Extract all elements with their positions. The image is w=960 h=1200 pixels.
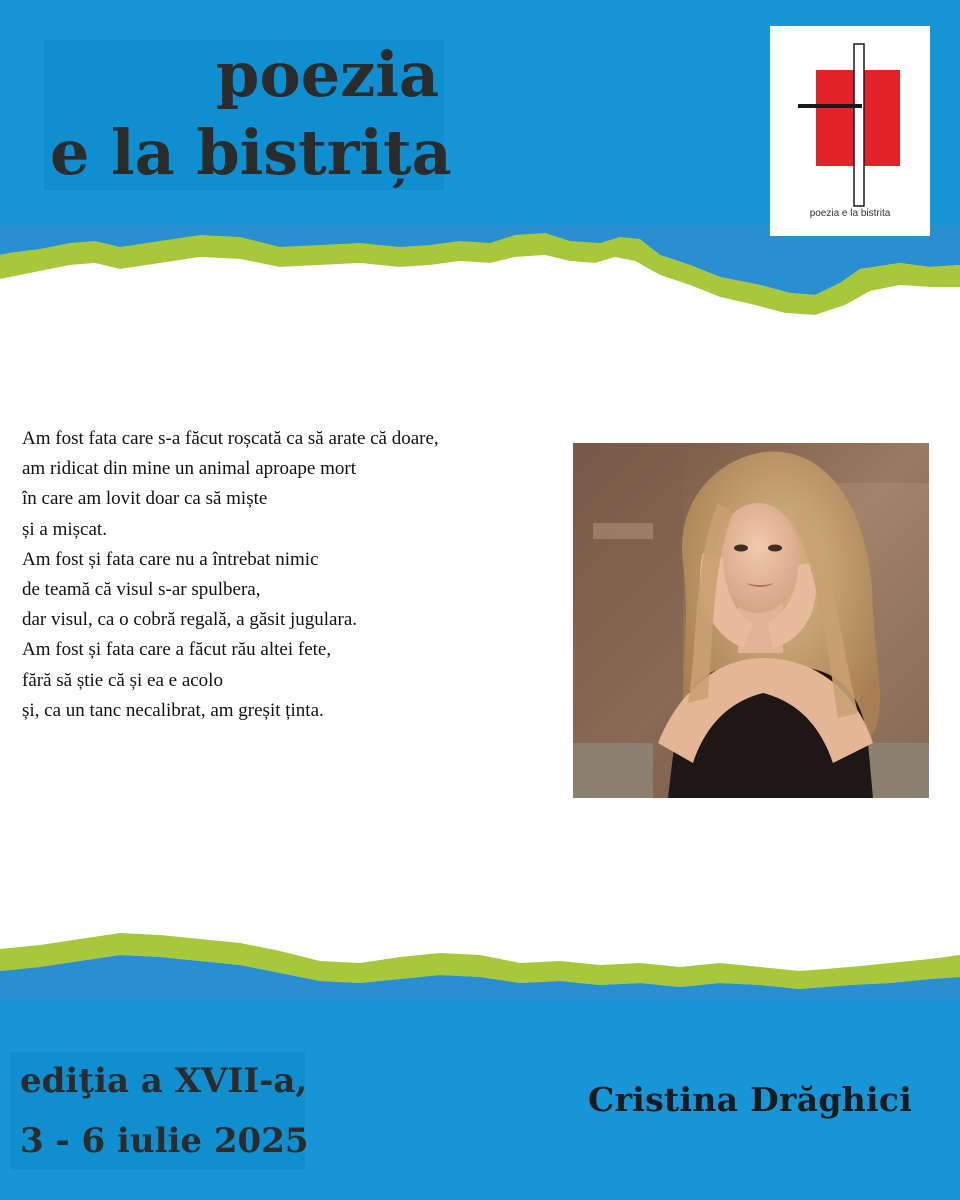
title-line-1: poezia <box>216 38 440 111</box>
poem-line: de teamă că visul s-ar spulbera, <box>22 578 261 600</box>
poem-line: am ridicat din mine un animal aproape mort <box>22 458 356 480</box>
poem-line: Am fost și fata care nu a întrebat nimic <box>22 548 319 570</box>
poem-line: fără să știe că și ea e acolo <box>22 669 223 691</box>
poem-line: Am fost fata care s-a făcut roșcată ca să arate că doare, <box>22 428 439 449</box>
poem-line: Am fost și fata care a făcut rău altei fete, <box>22 639 332 661</box>
poem-line: și, ca un tanc necalibrat, am greșit ținta. <box>22 699 324 721</box>
top-torn-edge <box>0 225 960 325</box>
logo-mark-icon <box>770 26 930 236</box>
title-line-2: e la bistrița <box>50 116 452 189</box>
author-name: Cristina Drăghici <box>588 1080 913 1119</box>
festival-dates: 3 - 6 iulie 2025 <box>20 1121 309 1161</box>
festival-logo <box>770 26 930 236</box>
logo-caption: poezia e la bistrita <box>809 208 891 219</box>
poem-text <box>22 424 562 726</box>
poem-line: dar visul, ca o cobră regală, a găsit jugulara. <box>22 609 357 631</box>
poem-line: în care am lovit doar ca să miște <box>22 488 268 510</box>
poem-line: și a mișcat. <box>22 518 107 540</box>
portrait-photo <box>573 443 929 798</box>
edition-label: ediţia a XVII-a, <box>20 1061 308 1101</box>
